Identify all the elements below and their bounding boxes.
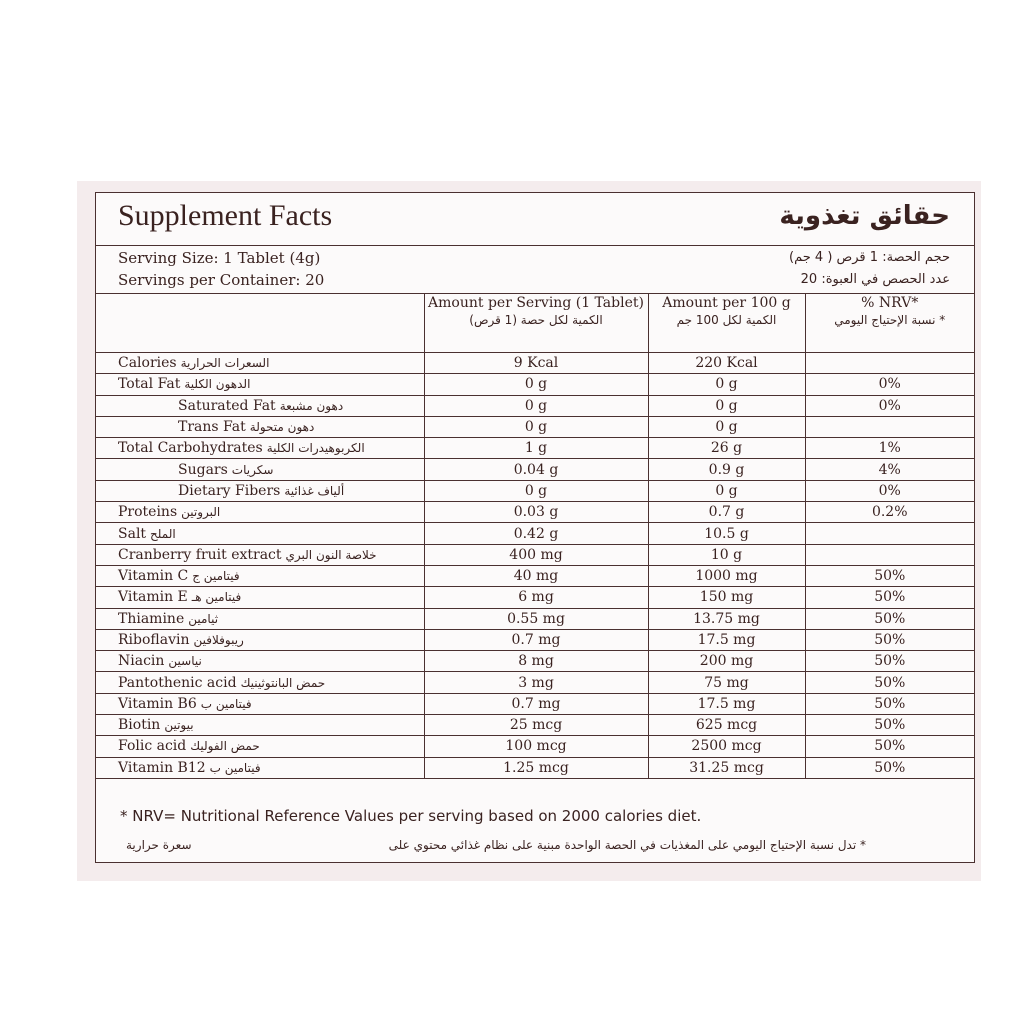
nutrient-name-arabic: دهون متحولة	[249, 420, 315, 435]
nrv-percent-cell: 50%	[805, 608, 974, 629]
nutrient-name-cell	[96, 693, 424, 714]
table-row	[96, 395, 974, 416]
panel-header	[96, 193, 974, 246]
nrv-percent-cell: 50%	[805, 587, 974, 608]
nrv-percent-cell: 50%	[805, 693, 974, 714]
nrv-percent-cell: 50%	[805, 565, 974, 586]
table-row	[96, 502, 974, 523]
nutrient-name-english: Dietary Fibers	[178, 482, 281, 499]
serving-info	[96, 245, 974, 294]
amount-per-serving-cell: 0.7 mg	[424, 693, 648, 714]
amount-per-serving-cell: 0.04 g	[424, 459, 648, 480]
amount-per-100g-cell: 625 mcg	[648, 715, 805, 736]
nutrient-name-arabic: فيتامين ج	[192, 569, 240, 584]
nutrient-name-cell	[96, 651, 424, 672]
nutrient-name-arabic: ألياف غذائية	[284, 483, 345, 498]
nutrient-name-cell	[96, 480, 424, 501]
nutrient-name-arabic: فيتامين ب	[200, 696, 252, 711]
nrv-percent-cell: 0%	[805, 395, 974, 416]
nutrient-name-cell	[96, 502, 424, 523]
nutrient-name-english: Total Carbohydrates	[118, 440, 263, 457]
column-header-nutrient	[96, 293, 424, 353]
amount-per-serving-cell: 9 Kcal	[424, 353, 648, 374]
table-row	[96, 672, 974, 693]
amount-per-serving-cell: 0.7 mg	[424, 629, 648, 650]
column-header-nrv	[805, 293, 974, 353]
nutrient-name-cell	[96, 459, 424, 480]
amount-per-100g-cell: 0.7 g	[648, 502, 805, 523]
serving-size-english: Serving Size: 1 Tablet (4g)	[118, 249, 321, 267]
table-row	[96, 438, 974, 459]
amount-per-serving-cell: 25 mcg	[424, 715, 648, 736]
amount-per-100g-cell: 2500 mcg	[648, 736, 805, 757]
table-row	[96, 693, 974, 714]
nutrient-name-english: Thiamine	[118, 610, 185, 627]
table-row	[96, 353, 974, 374]
per-serving-label-arabic: الكمية لكل حصة (1 قرص)	[469, 313, 603, 327]
per-serving-label-english: Amount per Serving (1 Tablet)	[428, 295, 644, 311]
column-header-per-serving	[424, 293, 648, 353]
nutrient-name-cell	[96, 715, 424, 736]
amount-per-serving-cell: 400 mg	[424, 544, 648, 565]
nutrient-name-arabic: السعرات الحرارية	[180, 356, 270, 371]
amount-per-serving-cell: 0 g	[424, 395, 648, 416]
nutrient-name-english: Vitamin B12	[118, 759, 206, 776]
amount-per-serving-cell: 8 mg	[424, 651, 648, 672]
table-row	[96, 715, 974, 736]
title-english: Supplement Facts	[118, 199, 333, 232]
nutrient-name-english: Salt	[118, 525, 147, 542]
nrv-percent-cell	[805, 353, 974, 374]
amount-per-serving-cell: 0.55 mg	[424, 608, 648, 629]
amount-per-serving-cell: 0.42 g	[424, 523, 648, 544]
nrv-label-english: % NRV*	[861, 295, 919, 311]
nrv-percent-cell	[805, 416, 974, 437]
table-row	[96, 523, 974, 544]
table-row	[96, 544, 974, 565]
nutrient-name-arabic: خلاصة النون البري	[285, 547, 377, 562]
nrv-percent-cell: 50%	[805, 629, 974, 650]
amount-per-100g-cell: 26 g	[648, 438, 805, 459]
column-header-per-100g	[648, 293, 805, 353]
amount-per-100g-cell: 150 mg	[648, 587, 805, 608]
nutrient-name-arabic: سكريات	[231, 462, 274, 477]
amount-per-100g-cell: 13.75 mg	[648, 608, 805, 629]
nrv-label-arabic: * نسبة الإحتياج اليومي	[834, 313, 946, 327]
nutrient-name-english: Vitamin B6	[118, 695, 197, 712]
nutrient-name-cell	[96, 523, 424, 544]
table-row	[96, 459, 974, 480]
footnote-arabic-end: سعرة حرارية	[126, 838, 192, 852]
nutrient-name-english: Calories	[118, 355, 177, 372]
nutrient-name-english: Proteins	[118, 504, 178, 521]
amount-per-100g-cell: 17.5 mg	[648, 693, 805, 714]
title-arabic: حقائق تغذوية	[779, 201, 950, 231]
nutrient-name-arabic: حمض الفوليك	[190, 739, 260, 754]
nutrient-name-english: Cranberry fruit extract	[118, 546, 282, 563]
amount-per-100g-cell: 75 mg	[648, 672, 805, 693]
table-row	[96, 629, 974, 650]
amount-per-100g-cell: 10 g	[648, 544, 805, 565]
nrv-percent-cell: 0.2%	[805, 502, 974, 523]
nrv-percent-cell	[805, 523, 974, 544]
amount-per-serving-cell: 100 mcg	[424, 736, 648, 757]
table-row	[96, 651, 974, 672]
amount-per-100g-cell: 10.5 g	[648, 523, 805, 544]
nrv-percent-cell	[805, 544, 974, 565]
footnote-arabic: * تدل نسبة الإحتياج اليومي على المغذيات في الحصة الواحدة مبنية على نظام غذائي محتوي على	[388, 838, 866, 852]
nrv-percent-cell: 0%	[805, 374, 974, 395]
amount-per-serving-cell: 6 mg	[424, 587, 648, 608]
nutrient-name-cell	[96, 374, 424, 395]
nutrient-name-english: Vitamin C	[118, 568, 189, 585]
nutrient-name-arabic: دهون مشبعة	[279, 398, 344, 413]
nrv-percent-cell: 4%	[805, 459, 974, 480]
nutrient-name-english: Vitamin E	[118, 589, 188, 606]
amount-per-serving-cell: 0 g	[424, 480, 648, 501]
nutrient-name-cell	[96, 608, 424, 629]
nrv-percent-cell: 50%	[805, 736, 974, 757]
amount-per-100g-cell: 31.25 mcg	[648, 757, 805, 778]
amount-per-100g-cell: 200 mg	[648, 651, 805, 672]
nutrient-name-english: Pantothenic acid	[118, 674, 237, 691]
nutrient-name-cell	[96, 672, 424, 693]
table-row	[96, 608, 974, 629]
amount-per-100g-cell: 220 Kcal	[648, 353, 805, 374]
per-100g-label-arabic: الكمية لكل 100 جم	[676, 313, 777, 327]
nutrient-name-english: Biotin	[118, 717, 161, 734]
amount-per-serving-cell: 0.03 g	[424, 502, 648, 523]
nrv-percent-cell: 50%	[805, 651, 974, 672]
nutrient-name-cell	[96, 416, 424, 437]
nutrient-name-english: Riboflavin	[118, 632, 190, 648]
amount-per-serving-cell: 0 g	[424, 416, 648, 437]
nutrient-name-arabic: الدهون الكلية	[184, 377, 251, 392]
nutrient-name-cell	[96, 565, 424, 586]
amount-per-100g-cell: 0.9 g	[648, 459, 805, 480]
nrv-percent-cell: 50%	[805, 672, 974, 693]
amount-per-100g-cell: 0 g	[648, 374, 805, 395]
nrv-percent-cell: 1%	[805, 438, 974, 459]
nutrient-name-arabic: فيتامين هـ	[191, 590, 242, 605]
nutrient-name-cell	[96, 736, 424, 757]
servings-per-container-english: Servings per Container: 20	[118, 271, 325, 289]
nutrient-name-arabic: بيوتين	[164, 718, 194, 733]
nutrient-name-arabic: الملح	[150, 526, 176, 541]
nutrient-name-arabic: حمض البانتوثينيك	[240, 675, 326, 690]
table-row	[96, 565, 974, 586]
amount-per-serving-cell: 40 mg	[424, 565, 648, 586]
nutrient-name-cell	[96, 353, 424, 374]
amount-per-serving-cell: 0 g	[424, 374, 648, 395]
table-row	[96, 587, 974, 608]
nutrient-name-arabic: ثيامين	[188, 611, 219, 626]
nutrient-name-english: Sugars	[178, 461, 228, 478]
table-row	[96, 480, 974, 501]
nutrient-name-cell	[96, 757, 424, 778]
table-row	[96, 374, 974, 395]
amount-per-100g-cell: 0 g	[648, 395, 805, 416]
nutrient-rows	[96, 353, 974, 779]
servings-per-container-arabic: عدد الحصص في العبوة: 20	[800, 272, 950, 287]
amount-per-100g-cell: 0 g	[648, 480, 805, 501]
amount-per-serving-cell: 1.25 mcg	[424, 757, 648, 778]
nutrient-name-cell	[96, 438, 424, 459]
supplement-facts-panel	[95, 192, 975, 863]
nutrient-name-english: Saturated Fat	[178, 397, 276, 414]
amount-per-serving-cell: 1 g	[424, 438, 648, 459]
nrv-percent-cell: 50%	[805, 757, 974, 778]
nutrient-name-cell	[96, 629, 424, 650]
amount-per-100g-cell: 17.5 mg	[648, 629, 805, 650]
nrv-percent-cell: 0%	[805, 480, 974, 501]
nutrient-name-english: Folic acid	[118, 738, 187, 755]
nutrient-name-cell	[96, 587, 424, 608]
table-row	[96, 416, 974, 437]
nutrient-name-arabic: فيتامين ب	[209, 760, 261, 775]
amount-per-serving-cell: 3 mg	[424, 672, 648, 693]
nutrient-name-english: Trans Fat	[178, 419, 246, 436]
column-header-row	[96, 293, 974, 353]
amount-per-100g-cell: 1000 mg	[648, 565, 805, 586]
nutrient-name-english: Niacin	[118, 653, 165, 670]
nutrient-name-english: Total Fat	[118, 376, 181, 393]
nutrient-name-arabic: ريبوفلافين	[193, 633, 244, 647]
nutrient-name-arabic: البروتين	[181, 505, 221, 520]
nrv-percent-cell: 50%	[805, 715, 974, 736]
footnote-english: * NRV= Nutritional Reference Values per serving based on 2000 calories diet.	[120, 807, 702, 825]
nutrient-name-arabic: الكربوهيدرات الكلية	[266, 441, 365, 456]
table-row	[96, 757, 974, 778]
serving-size-arabic: حجم الحصة: 1 قرص ( 4 جم)	[789, 250, 950, 265]
nutrition-table	[96, 293, 974, 779]
nutrient-name-cell	[96, 544, 424, 565]
per-100g-label-english: Amount per 100 g	[662, 295, 791, 311]
amount-per-100g-cell: 0 g	[648, 416, 805, 437]
nutrient-name-arabic: نياسين	[168, 654, 202, 669]
table-row	[96, 736, 974, 757]
nutrient-name-cell	[96, 395, 424, 416]
